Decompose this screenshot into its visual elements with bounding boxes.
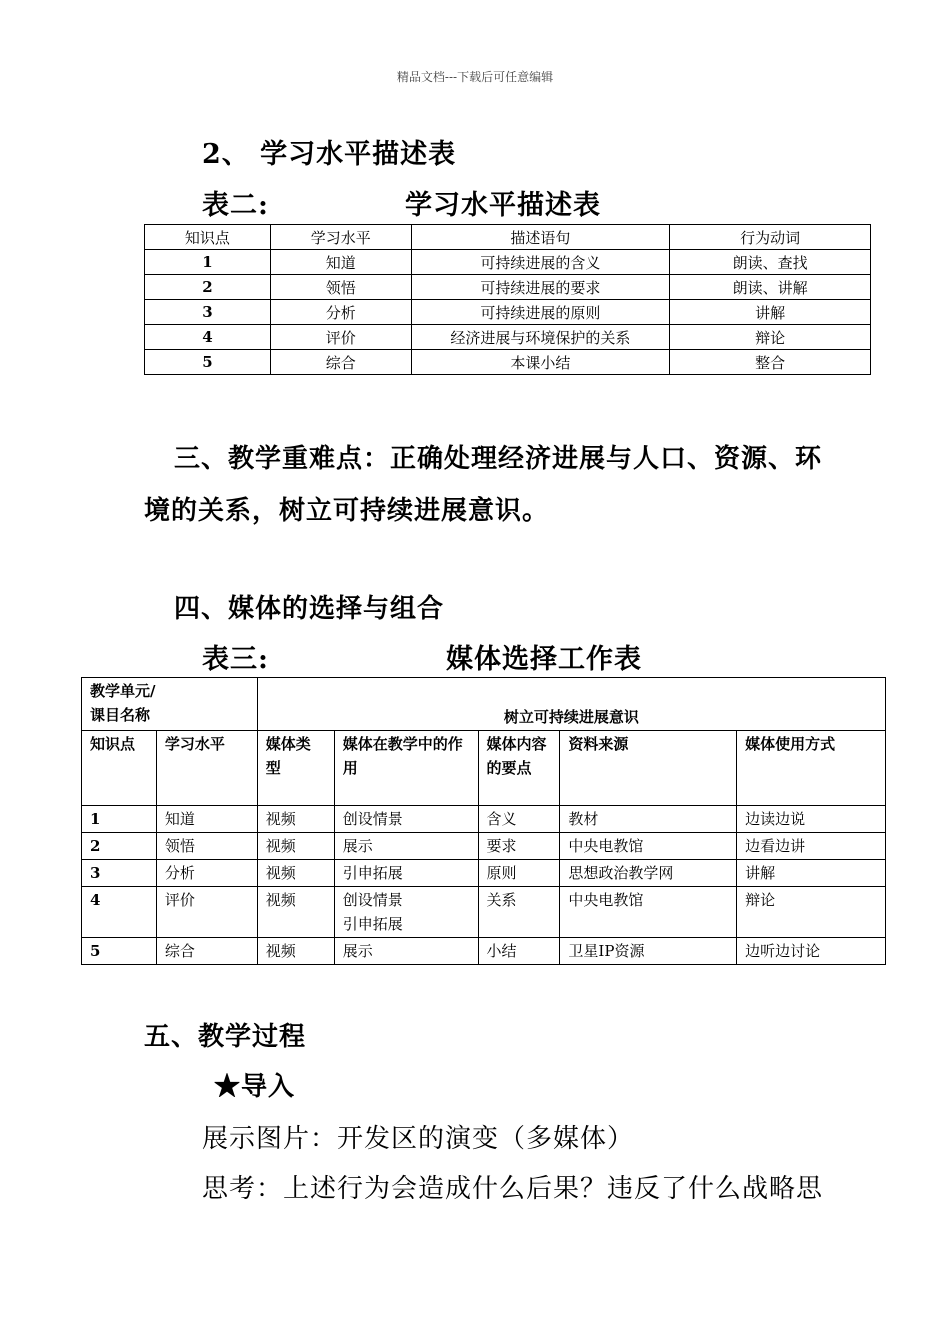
table-cell: 4 (82, 887, 157, 938)
table-cell: 关系 (478, 887, 560, 938)
table-header-row (145, 225, 871, 250)
table-cell: 1 (82, 806, 157, 833)
table-cell-line: 引申拓展 (342, 915, 403, 933)
table-cell-line: 创设情景 (342, 891, 403, 909)
table-cell: 原则 (478, 860, 560, 887)
table-cell-multiline (334, 887, 478, 938)
table-cell: 5 (82, 938, 157, 965)
table-cell: 思想政治教学网 (560, 860, 737, 887)
unit-label-line-1: 教学单元/ (90, 682, 156, 700)
table-cell: 卫星IP资源 (560, 938, 737, 965)
table-cell: 分析 (270, 300, 411, 325)
table-cell: 评价 (270, 325, 411, 350)
table-row (145, 275, 871, 300)
table-cell: 整合 (670, 350, 871, 375)
section-3-line-2: 境的关系，树立可持续进展意识。 (144, 496, 550, 526)
header-cell: 知识点 (145, 225, 271, 250)
table-cell: 朗读、查找 (670, 250, 871, 275)
header-cell: 资料来源 (560, 731, 737, 806)
table-cell: 2 (82, 833, 157, 860)
table-cell: 辩论 (670, 325, 871, 350)
section-4-title: 四、媒体的选择与组合 (174, 594, 445, 624)
table-cell: 可持续进展的含义 (411, 250, 670, 275)
unit-label-cell (82, 678, 258, 731)
table-cell: 视频 (257, 938, 334, 965)
table-row (145, 325, 871, 350)
table-cell: 1 (145, 250, 271, 275)
section-3-line-1: 三、教学重难点：正确处理经济进展与人口、资源、环 (174, 444, 823, 474)
table-row (82, 887, 886, 938)
header-cell: 媒体在教学中的作用 (334, 731, 478, 806)
table3-title: 媒体选择工作表 (446, 644, 642, 675)
media-selection-table (81, 677, 886, 965)
table-cell: 展示 (334, 938, 478, 965)
unit-value-cell: 树立可持续进展意识 (257, 678, 885, 731)
intro-line-2: 思考：上述行为会造成什么后果？违反了什么战略思 (202, 1174, 824, 1204)
table-cell: 朗读、讲解 (670, 275, 871, 300)
table-row (82, 860, 886, 887)
table-cell: 知道 (270, 250, 411, 275)
table-cell: 含义 (478, 806, 560, 833)
header-cell: 媒体类型 (257, 731, 334, 806)
table-cell: 视频 (257, 806, 334, 833)
header-cell: 行为动词 (670, 225, 871, 250)
page-header: 精品文档---下载后可任意编辑 (396, 70, 554, 84)
table-cell: 小结 (478, 938, 560, 965)
header-cell: 媒体使用方式 (737, 731, 886, 806)
table-cell: 视频 (257, 833, 334, 860)
unit-label-line-2: 课目名称 (90, 706, 151, 724)
table-cell: 要求 (478, 833, 560, 860)
table-cell: 边看边讲 (737, 833, 886, 860)
header-cell: 媒体内容的要点 (478, 731, 560, 806)
table-cell: 3 (145, 300, 271, 325)
table2-title: 学习水平描述表 (405, 190, 601, 221)
table-cell: 辩论 (737, 887, 886, 938)
table-cell: 分析 (156, 860, 257, 887)
table-row (82, 833, 886, 860)
table-cell: 展示 (334, 833, 478, 860)
table-cell: 综合 (270, 350, 411, 375)
section-2-title: 2、 学习水平描述表 (202, 139, 457, 170)
table-cell: 中央电教馆 (560, 887, 737, 938)
table-cell: 可持续进展的原则 (411, 300, 670, 325)
table-cell: 讲解 (737, 860, 886, 887)
table-cell: 讲解 (670, 300, 871, 325)
header-cell: 描述语句 (411, 225, 670, 250)
table-cell: 创设情景 (334, 806, 478, 833)
table-cell: 知道 (156, 806, 257, 833)
table-row (145, 250, 871, 275)
table-row (145, 350, 871, 375)
table-row (82, 806, 886, 833)
table-cell: 3 (82, 860, 157, 887)
intro-line-1: 展示图片：开发区的演变（多媒体） (202, 1124, 635, 1154)
table-row (82, 938, 886, 965)
table3-label: 表三: (202, 644, 269, 675)
table-cell: 经济进展与环境保护的关系 (411, 325, 670, 350)
table-cell: 视频 (257, 887, 334, 938)
unit-row (82, 678, 886, 731)
table-cell: 边读边说 (737, 806, 886, 833)
table-cell: 领悟 (270, 275, 411, 300)
table-cell: 视频 (257, 860, 334, 887)
table-cell: 中央电教馆 (560, 833, 737, 860)
table-cell: 领悟 (156, 833, 257, 860)
table-cell: 可持续进展的要求 (411, 275, 670, 300)
table-row (145, 300, 871, 325)
table-cell: 5 (145, 350, 271, 375)
header-cell: 知识点 (82, 731, 157, 806)
table-cell: 综合 (156, 938, 257, 965)
table-cell: 2 (145, 275, 271, 300)
learning-level-table (144, 224, 871, 375)
header-cell: 学习水平 (270, 225, 411, 250)
table-cell: 教材 (560, 806, 737, 833)
section-5-title: 五、教学过程 (144, 1022, 307, 1052)
table2-label: 表二: (202, 190, 269, 221)
table-cell: 4 (145, 325, 271, 350)
header-cell: 学习水平 (156, 731, 257, 806)
table-cell: 边听边讨论 (737, 938, 886, 965)
table-cell: 评价 (156, 887, 257, 938)
table-cell: 引申拓展 (334, 860, 478, 887)
table-header-row (82, 731, 886, 806)
intro-title: ★导入 (214, 1072, 296, 1102)
table-cell: 本课小结 (411, 350, 670, 375)
